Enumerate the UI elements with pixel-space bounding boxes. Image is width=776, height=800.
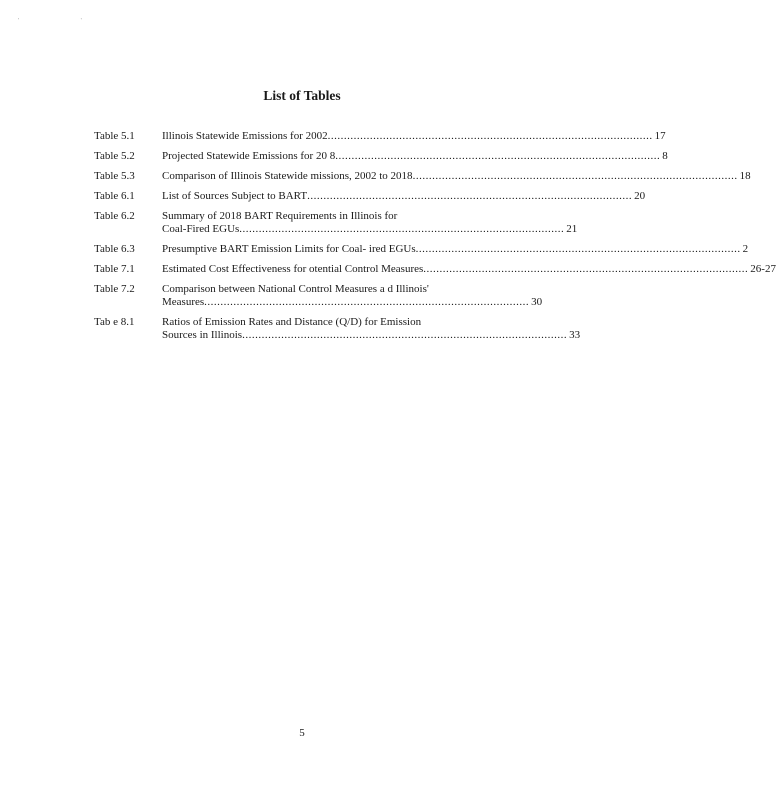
table-entry[interactable] <box>94 190 646 203</box>
table-number: Table 7.1 <box>94 263 135 275</box>
page-ref: 30 <box>531 296 543 308</box>
table-number: Table 7.2 <box>94 283 135 295</box>
page-ref: 2 <box>742 243 749 255</box>
table-entry[interactable] <box>94 130 666 143</box>
table-entry[interactable] <box>94 263 776 276</box>
table-caption: Projected Statewide Emissions for 20 8 <box>162 150 336 162</box>
table-caption: Comparison between National Control Measures a d Illinois' <box>162 283 429 295</box>
table-caption: Illinois Statewide Emissions for 2002 <box>162 130 328 142</box>
table-number: Table 5.2 <box>94 150 135 162</box>
dot-leader: .................................................................................................... <box>423 263 749 275</box>
table-caption: Ratios of Emission Rates and Distance (Q/D) for Emission <box>162 316 422 328</box>
table-caption: Estimated Cost Effectiveness for otential Control Measures <box>162 263 424 275</box>
page-number: 5 <box>299 727 305 739</box>
table-entry[interactable] <box>94 210 578 236</box>
table-caption: List of Sources Subject to BART <box>162 190 308 202</box>
dot-leader: .................................................................................................... <box>415 243 741 255</box>
page-ref: 18 <box>739 170 751 182</box>
table-number: Table 6.1 <box>94 190 135 202</box>
table-entry[interactable] <box>94 150 668 163</box>
dot-leader: .................................................................................................... <box>204 296 530 308</box>
table-entry[interactable] <box>94 283 543 309</box>
table-caption: Presumptive BART Emission Limits for Coal- ired EGUs <box>162 243 416 255</box>
table-entry[interactable] <box>94 316 581 342</box>
table-caption-continued: Measures <box>162 296 205 308</box>
page-ref: 33 <box>569 329 581 341</box>
table-number: Table 5.3 <box>94 170 135 182</box>
table-number: Table 6.2 <box>94 210 135 222</box>
table-number: Tab e 8.1 <box>94 316 135 328</box>
table-caption-continued: Coal-Fired EGUs <box>162 223 240 235</box>
page-ref: 21 <box>566 223 578 235</box>
dot-leader: .................................................................................................... <box>242 329 568 341</box>
table-entry[interactable] <box>94 170 751 183</box>
dot-leader: .................................................................................................... <box>412 170 738 182</box>
page-ref: 8 <box>662 150 668 162</box>
table-number: Table 6.3 <box>94 243 135 255</box>
dot-leader: .................................................................................................... <box>307 190 633 202</box>
scan-specks: ' ' <box>18 18 112 24</box>
page-ref: 20 <box>634 190 646 202</box>
table-number: Table 5.1 <box>94 130 135 142</box>
table-list <box>94 130 776 349</box>
table-caption: Summary of 2018 BART Requirements in Illinois for <box>162 210 398 222</box>
page-ref: 26-27 <box>750 263 776 275</box>
table-caption: Comparison of Illinois Statewide missions, 2002 to 2018 <box>162 170 413 182</box>
table-caption-continued: Sources in Illinois <box>162 329 243 341</box>
page-title: List of Tables <box>263 88 341 103</box>
dot-leader: .................................................................................................... <box>335 150 661 162</box>
dot-leader: .................................................................................................... <box>327 130 653 142</box>
table-entry[interactable] <box>94 243 749 256</box>
page-ref: 17 <box>654 130 666 142</box>
dot-leader: .................................................................................................... <box>239 223 565 235</box>
